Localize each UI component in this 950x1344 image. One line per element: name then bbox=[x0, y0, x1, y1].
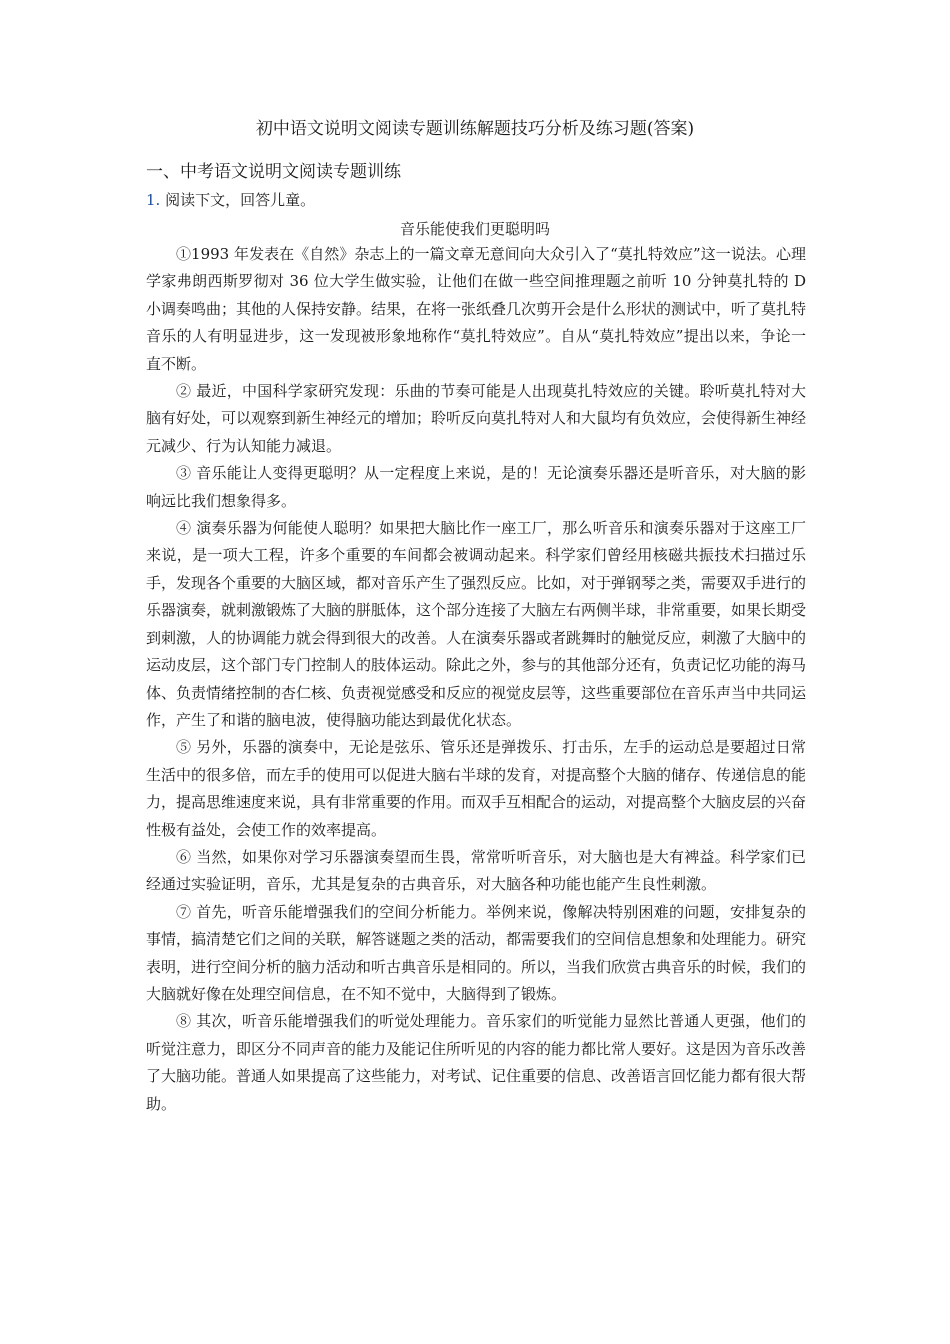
question-prompt: 阅读下文，回答儿童。 bbox=[165, 191, 316, 209]
article-paragraph-3: ③ 音乐能让人变得更聪明？从一定程度上来说，是的！无论演奏乐器还是听音乐，对大脑的影响远比我们想象得多。 bbox=[146, 464, 806, 510]
article-title: 音乐能使我们更聪明吗 bbox=[399, 220, 550, 238]
article-paragraph-5: ⑤ 另外，乐器的演奏中，无论是弦乐、管乐还是弹拨乐、打击乐，左手的运动总是要超过日常生活中的很多倍，而左手的使用可以促进大脑右半球的发育，对提高整个大脑的储存、传递信息的能力，提高思维速度来说，具有非常重要的作用。而双手互相配合的运动，对提高整个大脑皮层的兴奋性极有益处，会使工作的效率提高。 bbox=[146, 738, 807, 839]
article-body bbox=[146, 241, 806, 1118]
question-number: 1. bbox=[146, 191, 161, 209]
article-paragraph-1: ①1993 年发表在《自然》杂志上的一篇文章无意间向大众引入了“莫扎特效应”这一说法。心理学家弗朗西斯罗彻对 36 位大学生做实验，让他们在做一些空间推理题之前听 10 分钟莫扎特的 D 小调奏鸣曲；其他的人保持安静。结果，在将一张纸叠几次剪开会是什么形状的测试中，听了莫扎特音乐的人有明显进步，这一发现被形象地称作“莫扎特效应”。自从“莫扎特效应”提出以来，争论一直不断。 bbox=[146, 245, 807, 373]
article-paragraph-7: ⑦ 首先，听音乐能增强我们的空间分析能力。举例来说，像解决特别困难的问题，安排复杂的事情，搞清楚它们之间的关联，解答谜题之类的活动，都需要我们的空间信息想象和处理能力。研究表明，进行空间分析的脑力活动和听古典音乐是相同的。所以，当我们欣赏古典音乐的时候，我们的大脑就好像在处理空间信息，在不知不觉中，大脑得到了锻炼。 bbox=[146, 902, 807, 1003]
article-paragraph-2: ② 最近，中国科学家研究发现：乐曲的节奏可能是人出现莫扎特效应的关键。聆听莫扎特对大脑有好处，可以观察到新生神经元的增加；聆听反向莫扎特对人和大鼠均有负效应，会使得新生神经元减少、行为认知能力减退。 bbox=[146, 382, 807, 455]
document-title: 初中语文说明文阅读专题训练解题技巧分析及练习题(答案) bbox=[255, 119, 695, 139]
question-line bbox=[146, 189, 315, 211]
article-paragraph-6: ⑥ 当然，如果你对学习乐器演奏望而生畏，常常听听音乐，对大脑也是大有裨益。科学家们已经通过实验证明，音乐，尤其是复杂的古典音乐，对大脑各种功能也能产生良性刺激。 bbox=[146, 847, 806, 894]
article-paragraph-8: ⑧ 其次，听音乐能增强我们的听觉处理能力。音乐家们的听觉能力显然比普通人更强，他们的听觉注意力，即区分不同声音的能力及能记住所听见的内容的能力都比常人要好。这是因为音乐改善了大脑功能。普通人如果提高了这些能力，对考试、记住重要的信息、改善语言回忆能力都有很大帮助。 bbox=[146, 1012, 807, 1113]
section-heading: 一、中考语文说明文阅读专题训练 bbox=[146, 162, 401, 182]
article-paragraph-4: ④ 演奏乐器为何能使人聪明？如果把大脑比作一座工厂，那么听音乐和演奏乐器对于这座工厂来说，是一项大工程，许多个重要的车间都会被调动起来。科学家们曾经用核磁共振技术扫描过乐手，发现各个重要的大脑区域，都对音乐产生了强烈反应。比如，对于弹钢琴之类，需要双手进行的乐器演奏，就刺激锻炼了大脑的胼胝体，这个部分连接了大脑左右两侧半球，非常重要，如果长期受到刺激，人的协调能力就会得到很大的改善。人在演奏乐器或者跳舞时的触觉反应，刺激了大脑中的运动皮层，这个部门专门控制人的肢体运动。除此之外，参与的其他部分还有，负责记忆功能的海马体、负责情绪控制的杏仁核、负责视觉感受和反应的视觉皮层等，这些重要部位在音乐声当中共同运作，产生了和谐的脑电波，使得脑功能达到最优化状态。 bbox=[146, 519, 807, 729]
